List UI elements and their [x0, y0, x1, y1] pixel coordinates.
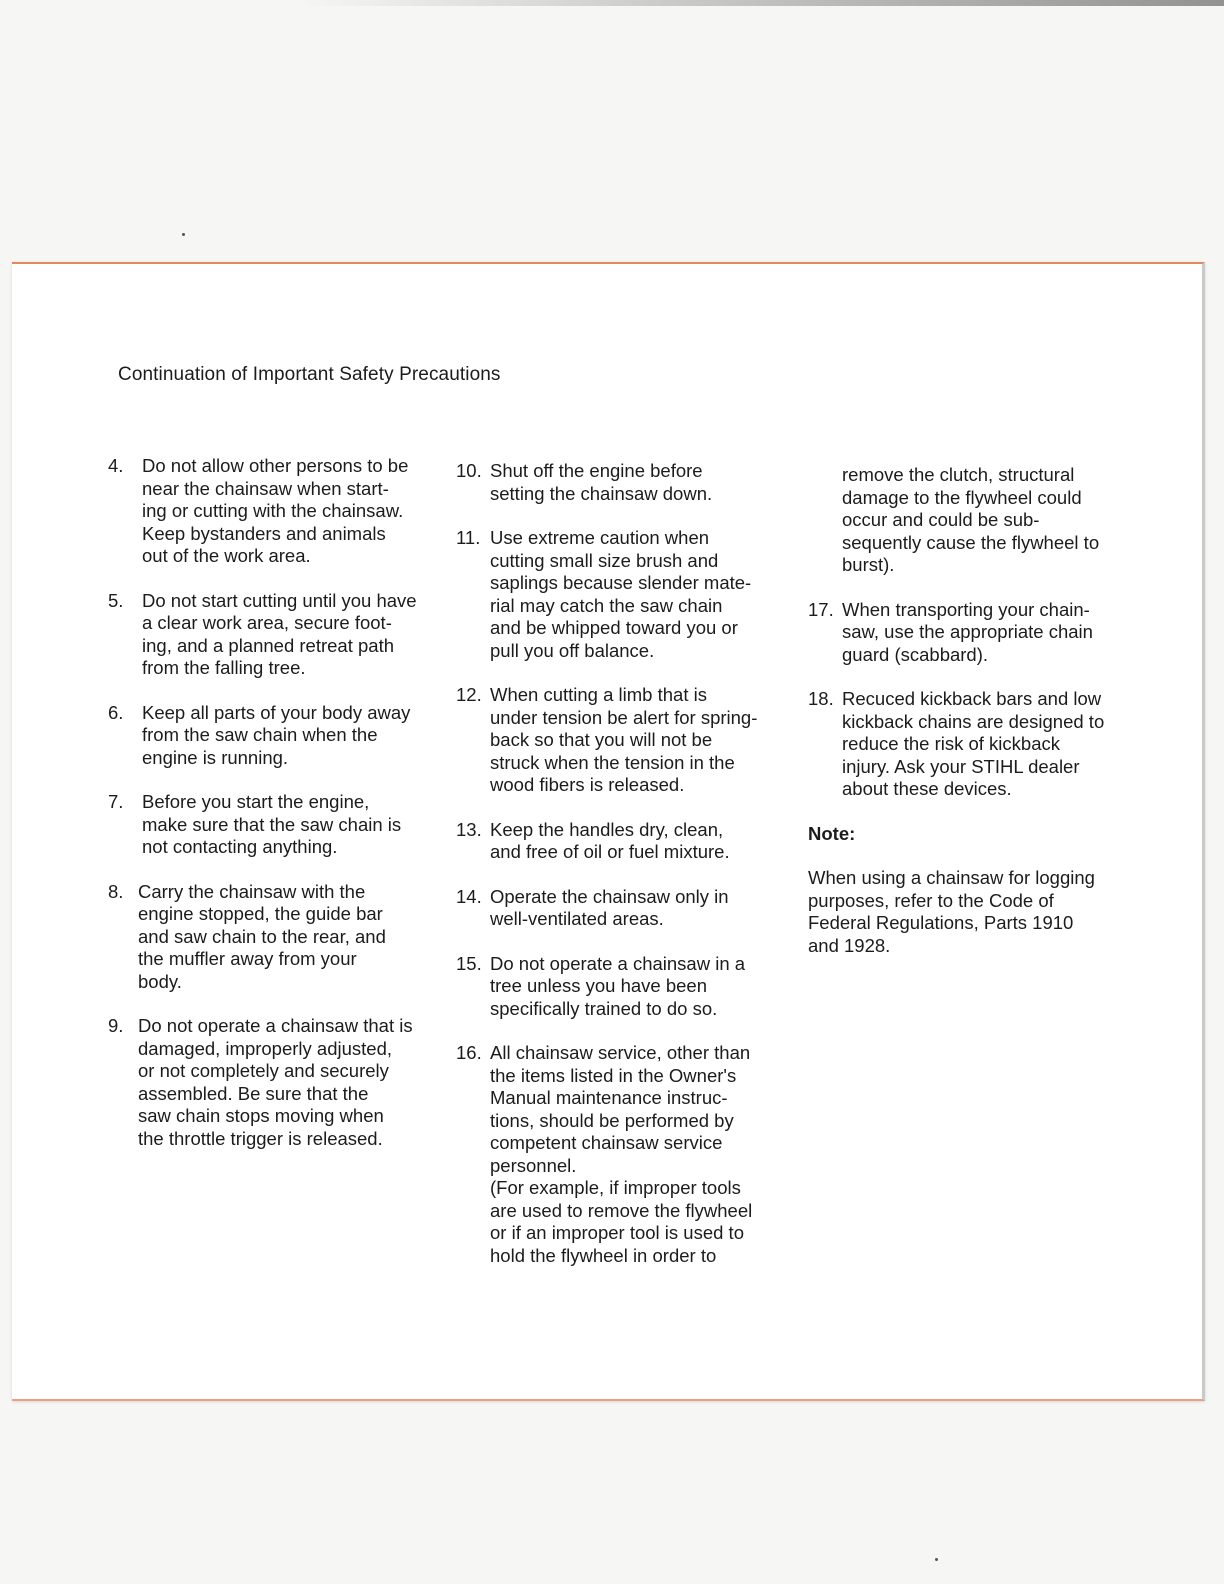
item-number: 16.: [456, 1042, 482, 1063]
list-item: [808, 599, 1138, 667]
item-text: Do not start cutting until you have a clear work area, secure foot- ing, and a planned retreat path from the falling tree.: [142, 589, 417, 678]
list-item: [456, 1042, 796, 1267]
item-16-continuation: remove the clutch, structural damage to the flywheel could occur and could be sub- sequently cause the flywheel to burst).: [842, 464, 1100, 575]
list-item: [456, 684, 796, 797]
item-text: All chainsaw service, other than the items listed in the Owner's Manual maintenance instruc- tions, should be performed by competent chainsaw service personnel. (For example, if improper tools are used to remove the flywheel or if an improper tool is used to hold the flywheel in order to: [490, 1042, 753, 1266]
list-item: [108, 881, 448, 994]
item-number: 12.: [456, 684, 482, 705]
item-text: Do not operate a chainsaw that is damaged, improperly adjusted, or not completely and securely assembled. Be sure that the saw chain stops moving when the throttle trigger is released.: [138, 1015, 413, 1149]
item-text: Before you start the engine, make sure that the saw chain is not contacting anything.: [142, 791, 402, 857]
item-number: 13.: [456, 818, 482, 840]
column-right: [808, 464, 1138, 957]
item-text: Carry the chainsaw with the engine stopped, the guide bar and saw chain to the rear, and the muffler away from your body.: [138, 880, 386, 992]
list-item: [108, 455, 448, 568]
item-text: When transporting your chain- saw, use the appropriate chain guard (scabbard).: [842, 598, 1093, 665]
list-item: [808, 688, 1138, 801]
item-text: Recuced kickback bars and low kickback chains are designed to reduce the risk of kickback injury. Ask your STIHL dealer about these devices.: [842, 688, 1105, 799]
item-number: 7.: [108, 791, 124, 812]
item-number: 14.: [456, 885, 482, 907]
item-number: 15.: [456, 952, 482, 974]
list-item: [108, 590, 448, 680]
column-left: [108, 455, 448, 1172]
scan-speck: [935, 1558, 938, 1561]
document-page: [12, 262, 1205, 1401]
list-item: [108, 1015, 448, 1150]
item-number: 9.: [108, 1015, 124, 1036]
item-text: Do not operate a chainsaw in a tree unless you have been specifically trained to do so.: [490, 952, 746, 1019]
item-number: 8.: [108, 880, 124, 902]
item-text: Shut off the engine before setting the chainsaw down.: [490, 460, 713, 504]
item-number: 4.: [108, 455, 124, 476]
item-number: 17.: [808, 598, 834, 620]
list-item: [456, 953, 796, 1021]
note-text: When using a chainsaw for logging purposes, refer to the Code of Federal Regulations, Parts 1910 and 1928.: [808, 867, 1095, 956]
item-text: Keep all parts of your body away from the saw chain when the engine is running.: [142, 701, 411, 768]
list-item: [456, 886, 796, 931]
list-item: [456, 527, 796, 662]
item-text: Do not allow other persons to be near the chainsaw when start- ing or cutting with the chainsaw. Keep bystanders and animals out of the work area.: [142, 455, 409, 566]
item-text: Keep the handles dry, clean, and free of oil or fuel mixture.: [490, 818, 730, 862]
list-item: [456, 460, 796, 505]
page-title: Continuation of Important Safety Precautions: [118, 364, 501, 385]
scan-speck: [182, 233, 185, 236]
item-number: 10.: [456, 460, 482, 481]
column-middle: [456, 460, 796, 1289]
item-number: 6.: [108, 701, 124, 723]
item-number: 11.: [456, 527, 481, 548]
item-number: 18.: [808, 688, 834, 709]
item-text: Use extreme caution when cutting small size brush and saplings because slender mate- rial may catch the saw chain and be whipped toward you or pull you off balance.: [490, 527, 752, 661]
item-number: 5.: [108, 589, 124, 611]
list-item: [456, 819, 796, 864]
item-text: Operate the chainsaw only in well-ventilated areas.: [490, 885, 729, 929]
item-text: When cutting a limb that is under tension be alert for spring- back so that you will not be struck when the tension in the wood fibers is released.: [490, 684, 758, 795]
list-item: [108, 791, 448, 859]
scan-edge-shadow: [300, 0, 1224, 6]
list-item: [108, 702, 448, 770]
note-heading: Note:: [808, 822, 856, 844]
